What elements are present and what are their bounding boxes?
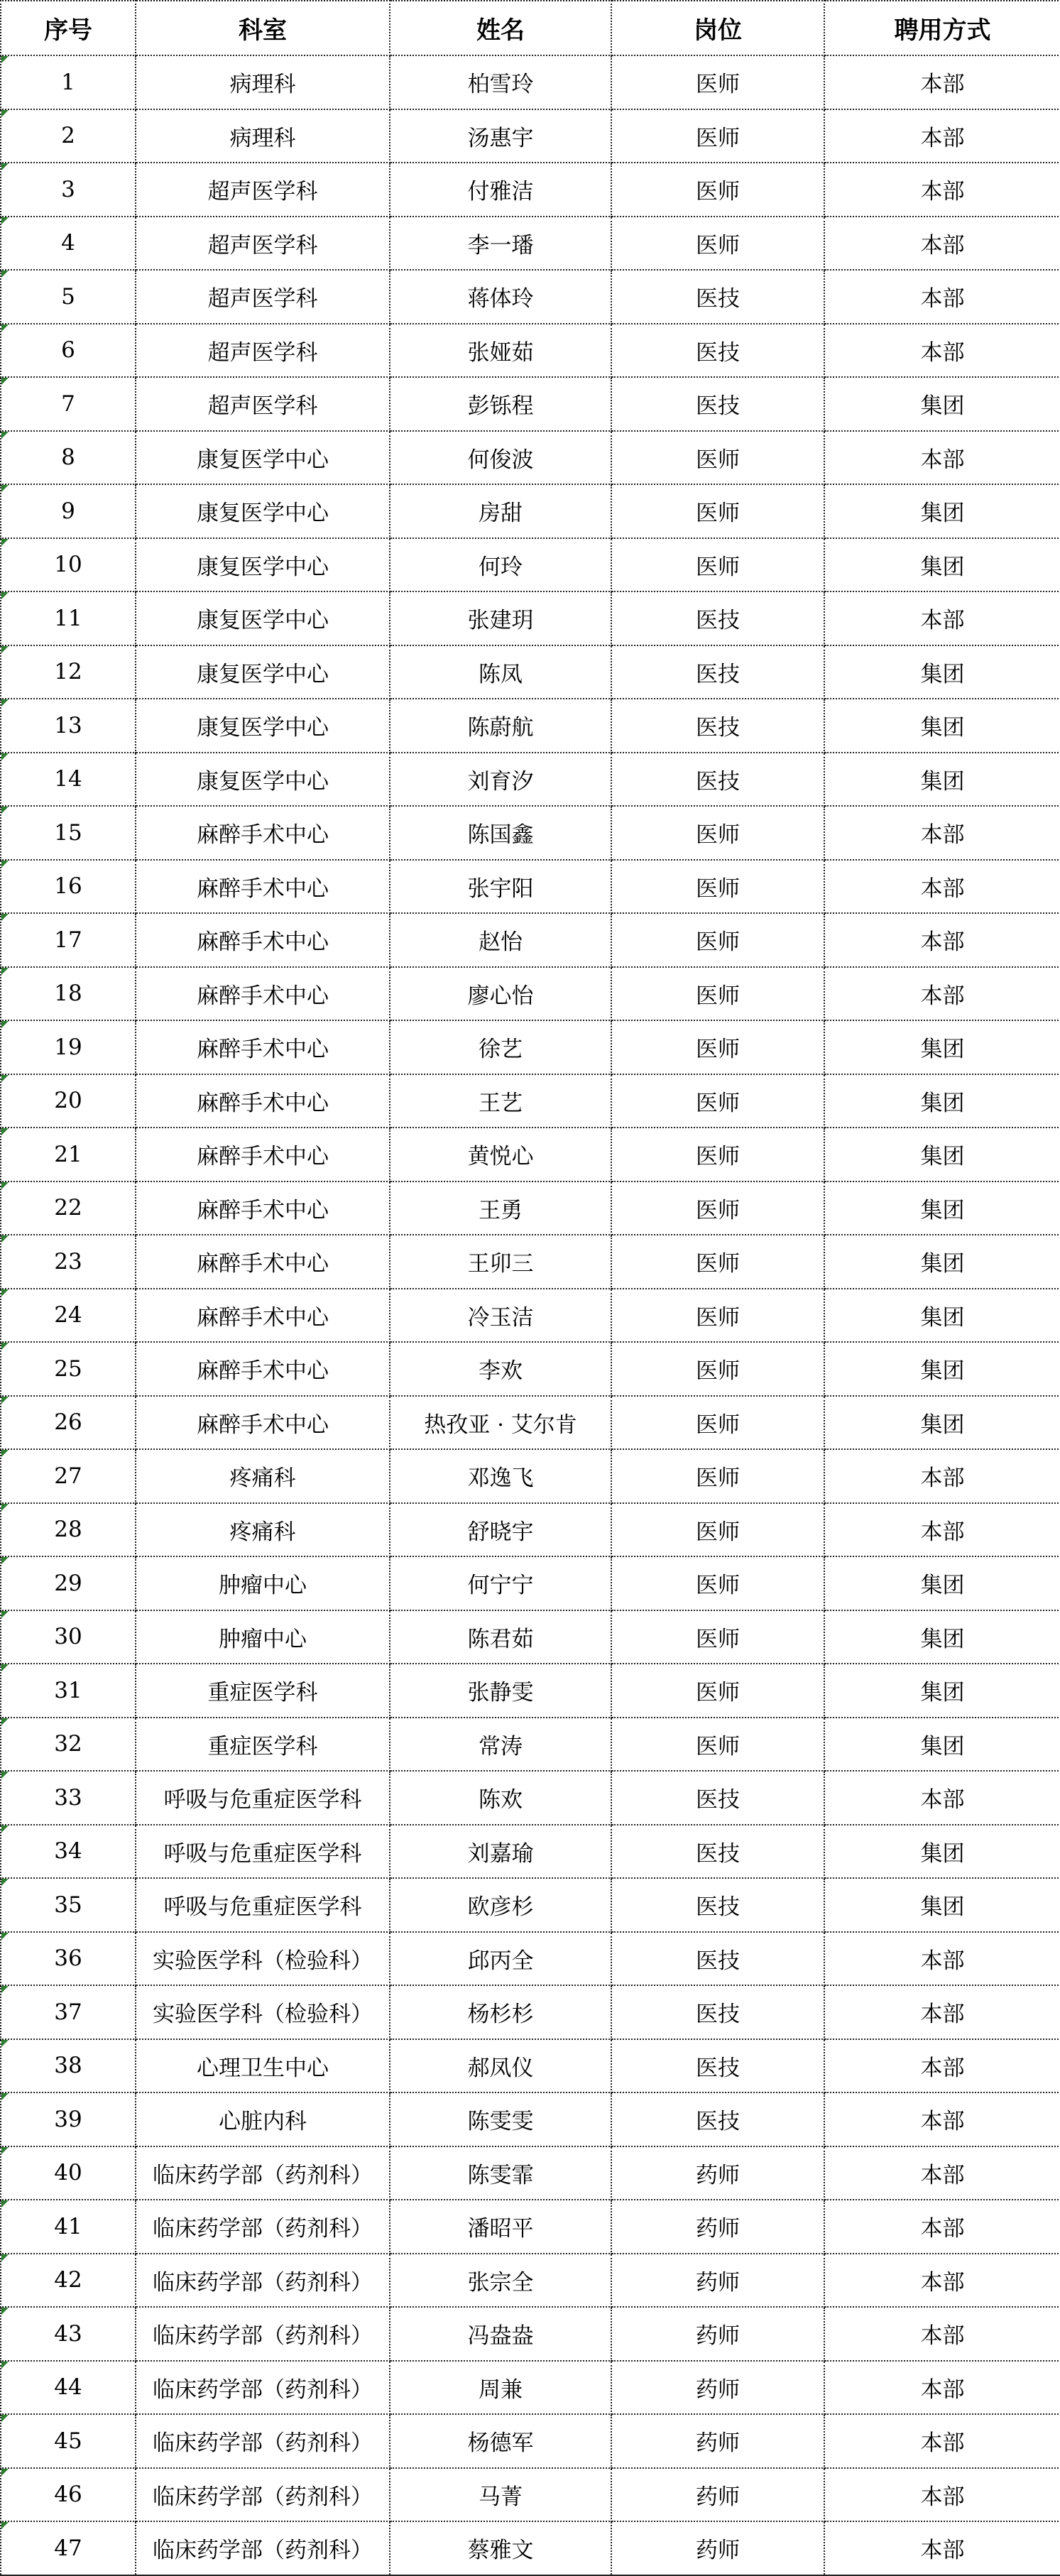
table-row	[1, 806, 1060, 860]
table-row	[1, 1235, 1060, 1289]
table-row	[1, 324, 1060, 378]
cell-position[interactable]: 药师	[611, 2468, 824, 2522]
cell-position[interactable]: 医技	[611, 1878, 824, 1932]
cell-employment[interactable]: 本部	[824, 163, 1060, 217]
cell-index[interactable]: 20	[1, 1074, 136, 1128]
cell-index[interactable]: 44	[1, 2361, 136, 2415]
cell-department[interactable]: 实验医学科（检验科）	[136, 1932, 390, 1986]
cell-department[interactable]: 康复医学中心	[136, 538, 390, 592]
cell-index[interactable]: 21	[1, 1128, 136, 1181]
cell-department[interactable]: 麻醉手术中心	[136, 1128, 390, 1181]
cell-department[interactable]: 超声医学科	[136, 217, 390, 271]
cell-employment[interactable]: 集团	[824, 1020, 1060, 1074]
cell-name[interactable]: 何俊波	[390, 431, 611, 485]
table-row	[1, 913, 1060, 967]
cell-position[interactable]: 药师	[611, 2146, 824, 2200]
cell-employment[interactable]: 本部	[824, 55, 1060, 109]
cell-index[interactable]: 14	[1, 753, 136, 807]
cell-name[interactable]: 张建玥	[390, 591, 611, 645]
cell-position[interactable]: 医技	[611, 1771, 824, 1825]
cell-employment[interactable]: 本部	[824, 2200, 1060, 2254]
cell-department[interactable]: 疼痛科	[136, 1503, 390, 1557]
cell-position[interactable]: 医技	[611, 324, 824, 378]
cell-name[interactable]: 房甜	[390, 484, 611, 538]
table-row	[1, 1610, 1060, 1664]
cell-position[interactable]: 医师	[611, 163, 824, 217]
cell-index[interactable]: 19	[1, 1020, 136, 1074]
cell-name[interactable]: 王勇	[390, 1181, 611, 1235]
cell-position[interactable]: 医师	[611, 217, 824, 271]
table-row	[1, 1181, 1060, 1235]
cell-employment[interactable]: 集团	[824, 1235, 1060, 1289]
cell-name[interactable]: 张宗全	[390, 2254, 611, 2308]
table-row	[1, 217, 1060, 271]
cell-name[interactable]: 李一璠	[390, 217, 611, 271]
table-row	[1, 484, 1060, 538]
cell-index[interactable]: 25	[1, 1342, 136, 1396]
cell-index[interactable]: 13	[1, 699, 136, 753]
cell-department[interactable]: 超声医学科	[136, 163, 390, 217]
cell-index[interactable]: 27	[1, 1449, 136, 1503]
cell-name[interactable]: 杨杉杉	[390, 1985, 611, 2039]
cell-index[interactable]: 46	[1, 2468, 136, 2522]
table-row	[1, 2361, 1060, 2415]
cell-position[interactable]: 医技	[611, 270, 824, 324]
cell-employment[interactable]: 本部	[824, 806, 1060, 860]
cell-employment[interactable]: 本部	[824, 270, 1060, 324]
cell-name[interactable]: 付雅洁	[390, 163, 611, 217]
cell-index[interactable]: 9	[1, 484, 136, 538]
cell-position[interactable]: 医师	[611, 1396, 824, 1450]
cell-index[interactable]: 28	[1, 1503, 136, 1557]
cell-name[interactable]: 欧彦杉	[390, 1878, 611, 1932]
cell-index[interactable]: 41	[1, 2200, 136, 2254]
cell-position[interactable]: 医师	[611, 1074, 824, 1128]
table-row	[1, 2468, 1060, 2522]
table-row	[1, 2092, 1060, 2146]
table-row	[1, 377, 1060, 431]
cell-name[interactable]: 邱丙全	[390, 1932, 611, 1986]
cell-department[interactable]: 康复医学中心	[136, 484, 390, 538]
cell-name[interactable]: 张宇阳	[390, 860, 611, 914]
cell-position[interactable]: 医师	[611, 1342, 824, 1396]
table-row	[1, 1128, 1060, 1181]
cell-employment[interactable]: 本部	[824, 1985, 1060, 2039]
cell-name[interactable]: 陈雯霏	[390, 2146, 611, 2200]
cell-employment[interactable]: 集团	[824, 1878, 1060, 1932]
cell-employment[interactable]: 本部	[824, 324, 1060, 378]
cell-department[interactable]: 心理卫生中心	[136, 2039, 390, 2093]
table-row	[1, 1342, 1060, 1396]
table-row	[1, 1289, 1060, 1343]
cell-index[interactable]: 11	[1, 591, 136, 645]
cell-department[interactable]: 康复医学中心	[136, 699, 390, 753]
cell-department[interactable]: 康复医学中心	[136, 753, 390, 807]
cell-department[interactable]: 临床药学部（药剂科）	[136, 2468, 390, 2522]
cell-index[interactable]: 36	[1, 1932, 136, 1986]
cell-index[interactable]: 31	[1, 1664, 136, 1718]
cell-department[interactable]: 疼痛科	[136, 1449, 390, 1503]
cell-employment[interactable]: 本部	[824, 2092, 1060, 2146]
cell-name[interactable]: 蔡雅文	[390, 2521, 611, 2575]
table-row	[1, 538, 1060, 592]
cell-employment[interactable]: 本部	[824, 1771, 1060, 1825]
cell-department[interactable]: 呼吸与危重症医学科	[136, 1878, 390, 1932]
column-header-position[interactable]: 岗位	[611, 1, 824, 55]
cell-department[interactable]: 麻醉手术中心	[136, 1181, 390, 1235]
cell-department[interactable]: 呼吸与危重症医学科	[136, 1771, 390, 1825]
cell-index[interactable]: 38	[1, 2039, 136, 2093]
cell-index[interactable]: 47	[1, 2521, 136, 2575]
cell-position[interactable]: 医技	[611, 1985, 824, 2039]
cell-department[interactable]: 临床药学部（药剂科）	[136, 2146, 390, 2200]
cell-position[interactable]: 医师	[611, 484, 824, 538]
cell-name[interactable]: 杨德军	[390, 2414, 611, 2468]
cell-index[interactable]: 26	[1, 1396, 136, 1450]
cell-index[interactable]: 29	[1, 1556, 136, 1610]
cell-employment[interactable]: 集团	[824, 645, 1060, 699]
cell-department[interactable]: 超声医学科	[136, 324, 390, 378]
table-row	[1, 2307, 1060, 2361]
cell-department[interactable]: 临床药学部（药剂科）	[136, 2254, 390, 2308]
cell-index[interactable]: 37	[1, 1985, 136, 2039]
cell-department[interactable]: 临床药学部（药剂科）	[136, 2200, 390, 2254]
cell-name[interactable]: 冷玉洁	[390, 1289, 611, 1343]
cell-employment[interactable]: 集团	[824, 1181, 1060, 1235]
cell-position[interactable]: 医技	[611, 699, 824, 753]
cell-index[interactable]: 16	[1, 860, 136, 914]
cell-position[interactable]: 医师	[611, 1556, 824, 1610]
cell-position[interactable]: 医师	[611, 967, 824, 1021]
cell-employment[interactable]: 集团	[824, 1825, 1060, 1879]
table-row	[1, 55, 1060, 109]
cell-position[interactable]: 药师	[611, 2200, 824, 2254]
cell-employment[interactable]: 集团	[824, 1556, 1060, 1610]
cell-name[interactable]: 汤惠宇	[390, 109, 611, 163]
cell-name[interactable]: 张娅茹	[390, 324, 611, 378]
cell-name[interactable]: 蒋体玲	[390, 270, 611, 324]
cell-name[interactable]: 何玲	[390, 538, 611, 592]
table-row	[1, 1020, 1060, 1074]
cell-index[interactable]: 2	[1, 109, 136, 163]
cell-index[interactable]: 15	[1, 806, 136, 860]
cell-position[interactable]: 医师	[611, 913, 824, 967]
cell-department[interactable]: 病理科	[136, 109, 390, 163]
cell-position[interactable]: 医师	[611, 1181, 824, 1235]
cell-department[interactable]: 麻醉手术中心	[136, 1342, 390, 1396]
column-header-employment[interactable]: 聘用方式	[824, 1, 1060, 55]
cell-department[interactable]: 临床药学部（药剂科）	[136, 2307, 390, 2361]
cell-employment[interactable]: 本部	[824, 2307, 1060, 2361]
cell-index[interactable]: 1	[1, 55, 136, 109]
cell-name[interactable]: 陈蔚航	[390, 699, 611, 753]
cell-employment[interactable]: 集团	[824, 699, 1060, 753]
cell-department[interactable]: 临床药学部（药剂科）	[136, 2361, 390, 2415]
cell-name[interactable]: 王艺	[390, 1074, 611, 1128]
cell-employment[interactable]: 集团	[824, 1128, 1060, 1181]
cell-department[interactable]: 肿瘤中心	[136, 1556, 390, 1610]
cell-index[interactable]: 24	[1, 1289, 136, 1343]
cell-name[interactable]: 热孜亚 · 艾尔肯	[390, 1396, 611, 1450]
table-row	[1, 2414, 1060, 2468]
cell-employment[interactable]: 集团	[824, 1718, 1060, 1772]
cell-name[interactable]: 周兼	[390, 2361, 611, 2415]
cell-position[interactable]: 医技	[611, 2039, 824, 2093]
cell-employment[interactable]: 本部	[824, 2146, 1060, 2200]
header-row	[1, 1, 1060, 55]
cell-department[interactable]: 康复医学中心	[136, 645, 390, 699]
cell-employment[interactable]: 本部	[824, 913, 1060, 967]
cell-position[interactable]: 医师	[611, 806, 824, 860]
table-row	[1, 1771, 1060, 1825]
cell-position[interactable]: 医师	[611, 55, 824, 109]
cell-position[interactable]: 医师	[611, 1289, 824, 1343]
cell-position[interactable]: 医师	[611, 1449, 824, 1503]
table-row	[1, 1556, 1060, 1610]
table-row	[1, 1878, 1060, 1932]
cell-name[interactable]: 刘嘉瑜	[390, 1825, 611, 1879]
cell-position[interactable]: 医师	[611, 431, 824, 485]
cell-employment[interactable]: 集团	[824, 1396, 1060, 1450]
cell-name[interactable]: 张静雯	[390, 1664, 611, 1718]
cell-name[interactable]: 常涛	[390, 1718, 611, 1772]
cell-department[interactable]: 呼吸与危重症医学科	[136, 1825, 390, 1879]
table-row	[1, 1396, 1060, 1450]
cell-department[interactable]: 麻醉手术中心	[136, 806, 390, 860]
cell-position[interactable]: 医技	[611, 1825, 824, 1879]
cell-index[interactable]: 8	[1, 431, 136, 485]
cell-employment[interactable]: 本部	[824, 860, 1060, 914]
cell-index[interactable]: 23	[1, 1235, 136, 1289]
cell-position[interactable]: 药师	[611, 2307, 824, 2361]
cell-employment[interactable]: 本部	[824, 1449, 1060, 1503]
cell-department[interactable]: 肿瘤中心	[136, 1610, 390, 1664]
cell-name[interactable]: 冯盎盎	[390, 2307, 611, 2361]
cell-index[interactable]: 32	[1, 1718, 136, 1772]
table-row	[1, 860, 1060, 914]
cell-position[interactable]: 医技	[611, 1932, 824, 1986]
table-row	[1, 1664, 1060, 1718]
table-row	[1, 699, 1060, 753]
cell-department[interactable]: 麻醉手术中心	[136, 1396, 390, 1450]
table-row	[1, 1932, 1060, 1986]
cell-employment[interactable]: 本部	[824, 1503, 1060, 1557]
cell-index[interactable]: 34	[1, 1825, 136, 1879]
cell-index[interactable]: 5	[1, 270, 136, 324]
cell-employment[interactable]: 集团	[824, 1074, 1060, 1128]
cell-position[interactable]: 医师	[611, 1610, 824, 1664]
table-row	[1, 1449, 1060, 1503]
table-row	[1, 2200, 1060, 2254]
cell-department[interactable]: 麻醉手术中心	[136, 1289, 390, 1343]
cell-index[interactable]: 6	[1, 324, 136, 378]
table-row	[1, 2146, 1060, 2200]
cell-department[interactable]: 康复医学中心	[136, 591, 390, 645]
cell-employment[interactable]: 本部	[824, 2254, 1060, 2308]
cell-name[interactable]: 王卯三	[390, 1235, 611, 1289]
cell-index[interactable]: 45	[1, 2414, 136, 2468]
cell-position[interactable]: 医师	[611, 538, 824, 592]
cell-department[interactable]: 麻醉手术中心	[136, 1074, 390, 1128]
cell-name[interactable]: 郝凤仪	[390, 2039, 611, 2093]
cell-index[interactable]: 42	[1, 2254, 136, 2308]
cell-name[interactable]: 马菁	[390, 2468, 611, 2522]
cell-name[interactable]: 陈君茹	[390, 1610, 611, 1664]
cell-employment[interactable]: 集团	[824, 484, 1060, 538]
cell-department[interactable]: 康复医学中心	[136, 431, 390, 485]
cell-employment[interactable]: 集团	[824, 1289, 1060, 1343]
cell-position[interactable]: 药师	[611, 2521, 824, 2575]
cell-name[interactable]: 舒晓宇	[390, 1503, 611, 1557]
cell-name[interactable]: 邓逸飞	[390, 1449, 611, 1503]
cell-position[interactable]: 医技	[611, 645, 824, 699]
cell-name[interactable]: 陈凤	[390, 645, 611, 699]
cell-position[interactable]: 医师	[611, 1664, 824, 1718]
table-row	[1, 270, 1060, 324]
cell-department[interactable]: 超声医学科	[136, 377, 390, 431]
cell-employment[interactable]: 集团	[824, 1664, 1060, 1718]
cell-employment[interactable]: 本部	[824, 2521, 1060, 2575]
cell-department[interactable]: 病理科	[136, 55, 390, 109]
cell-position[interactable]: 医师	[611, 109, 824, 163]
cell-employment[interactable]: 本部	[824, 2039, 1060, 2093]
cell-department[interactable]: 麻醉手术中心	[136, 967, 390, 1021]
cell-employment[interactable]: 集团	[824, 1610, 1060, 1664]
cell-index[interactable]: 22	[1, 1181, 136, 1235]
cell-name[interactable]: 黄悦心	[390, 1128, 611, 1181]
cell-department[interactable]: 麻醉手术中心	[136, 913, 390, 967]
cell-name[interactable]: 彭铄程	[390, 377, 611, 431]
cell-department[interactable]: 麻醉手术中心	[136, 860, 390, 914]
cell-position[interactable]: 医师	[611, 1235, 824, 1289]
cell-position[interactable]: 药师	[611, 2414, 824, 2468]
cell-employment[interactable]: 本部	[824, 1932, 1060, 1986]
table-row	[1, 163, 1060, 217]
table-row	[1, 967, 1060, 1021]
cell-position[interactable]: 医师	[611, 1128, 824, 1181]
cell-employment[interactable]: 集团	[824, 538, 1060, 592]
table-row	[1, 109, 1060, 163]
cell-employment[interactable]: 本部	[824, 2414, 1060, 2468]
cell-position[interactable]: 医师	[611, 1503, 824, 1557]
cell-index[interactable]: 10	[1, 538, 136, 592]
cell-department[interactable]: 实验医学科（检验科）	[136, 1985, 390, 2039]
cell-employment[interactable]: 本部	[824, 967, 1060, 1021]
cell-position[interactable]: 医技	[611, 591, 824, 645]
cell-name[interactable]: 李欢	[390, 1342, 611, 1396]
column-header-department[interactable]: 科室	[136, 1, 390, 55]
cell-position[interactable]: 医师	[611, 1718, 824, 1772]
table-row	[1, 2039, 1060, 2093]
cell-index[interactable]: 39	[1, 2092, 136, 2146]
table-row	[1, 1503, 1060, 1557]
cell-employment[interactable]: 集团	[824, 753, 1060, 807]
column-header-index[interactable]: 序号	[1, 1, 136, 55]
cell-position[interactable]: 医师	[611, 1020, 824, 1074]
column-header-name[interactable]: 姓名	[390, 1, 611, 55]
cell-position[interactable]: 医师	[611, 860, 824, 914]
cell-employment[interactable]: 本部	[824, 2361, 1060, 2415]
cell-department[interactable]: 重症医学科	[136, 1664, 390, 1718]
cell-employment[interactable]: 本部	[824, 431, 1060, 485]
cell-index[interactable]: 40	[1, 2146, 136, 2200]
cell-position[interactable]: 医技	[611, 2092, 824, 2146]
cell-name[interactable]: 刘育汐	[390, 753, 611, 807]
table-row	[1, 591, 1060, 645]
cell-name[interactable]: 徐艺	[390, 1020, 611, 1074]
cell-position[interactable]: 医技	[611, 377, 824, 431]
cell-index[interactable]: 35	[1, 1878, 136, 1932]
table-row	[1, 1825, 1060, 1879]
cell-index[interactable]: 12	[1, 645, 136, 699]
cell-position[interactable]: 药师	[611, 2361, 824, 2415]
cell-name[interactable]: 柏雪玲	[390, 55, 611, 109]
table-row	[1, 2521, 1060, 2575]
cell-position[interactable]: 药师	[611, 2254, 824, 2308]
cell-name[interactable]: 陈国鑫	[390, 806, 611, 860]
cell-employment[interactable]: 本部	[824, 217, 1060, 271]
cell-employment[interactable]: 集团	[824, 377, 1060, 431]
table-row	[1, 431, 1060, 485]
cell-name[interactable]: 赵怡	[390, 913, 611, 967]
cell-index[interactable]: 43	[1, 2307, 136, 2361]
cell-employment[interactable]: 本部	[824, 109, 1060, 163]
cell-index[interactable]: 17	[1, 913, 136, 967]
cell-name[interactable]: 陈雯雯	[390, 2092, 611, 2146]
cell-position[interactable]: 医技	[611, 753, 824, 807]
table-row	[1, 1074, 1060, 1128]
table-row	[1, 645, 1060, 699]
table-row	[1, 2254, 1060, 2308]
cell-index[interactable]: 3	[1, 163, 136, 217]
cell-index[interactable]: 18	[1, 967, 136, 1021]
table-row	[1, 753, 1060, 807]
cell-name[interactable]: 廖心怡	[390, 967, 611, 1021]
cell-name[interactable]: 潘昭平	[390, 2200, 611, 2254]
cell-index[interactable]: 33	[1, 1771, 136, 1825]
cell-name[interactable]: 陈欢	[390, 1771, 611, 1825]
table-row	[1, 1985, 1060, 2039]
cell-name[interactable]: 何宁宁	[390, 1556, 611, 1610]
cell-employment[interactable]: 本部	[824, 2468, 1060, 2522]
cell-index[interactable]: 30	[1, 1610, 136, 1664]
cell-employment[interactable]: 本部	[824, 591, 1060, 645]
cell-index[interactable]: 4	[1, 217, 136, 271]
table-row	[1, 1718, 1060, 1772]
cell-department[interactable]: 麻醉手术中心	[136, 1020, 390, 1074]
cell-index[interactable]: 7	[1, 377, 136, 431]
cell-department[interactable]: 临床药学部（药剂科）	[136, 2414, 390, 2468]
cell-department[interactable]: 超声医学科	[136, 270, 390, 324]
cell-department[interactable]: 重症医学科	[136, 1718, 390, 1772]
cell-department[interactable]: 麻醉手术中心	[136, 1235, 390, 1289]
cell-department[interactable]: 临床药学部（药剂科）	[136, 2521, 390, 2575]
cell-employment[interactable]: 集团	[824, 1342, 1060, 1396]
cell-department[interactable]: 心脏内科	[136, 2092, 390, 2146]
